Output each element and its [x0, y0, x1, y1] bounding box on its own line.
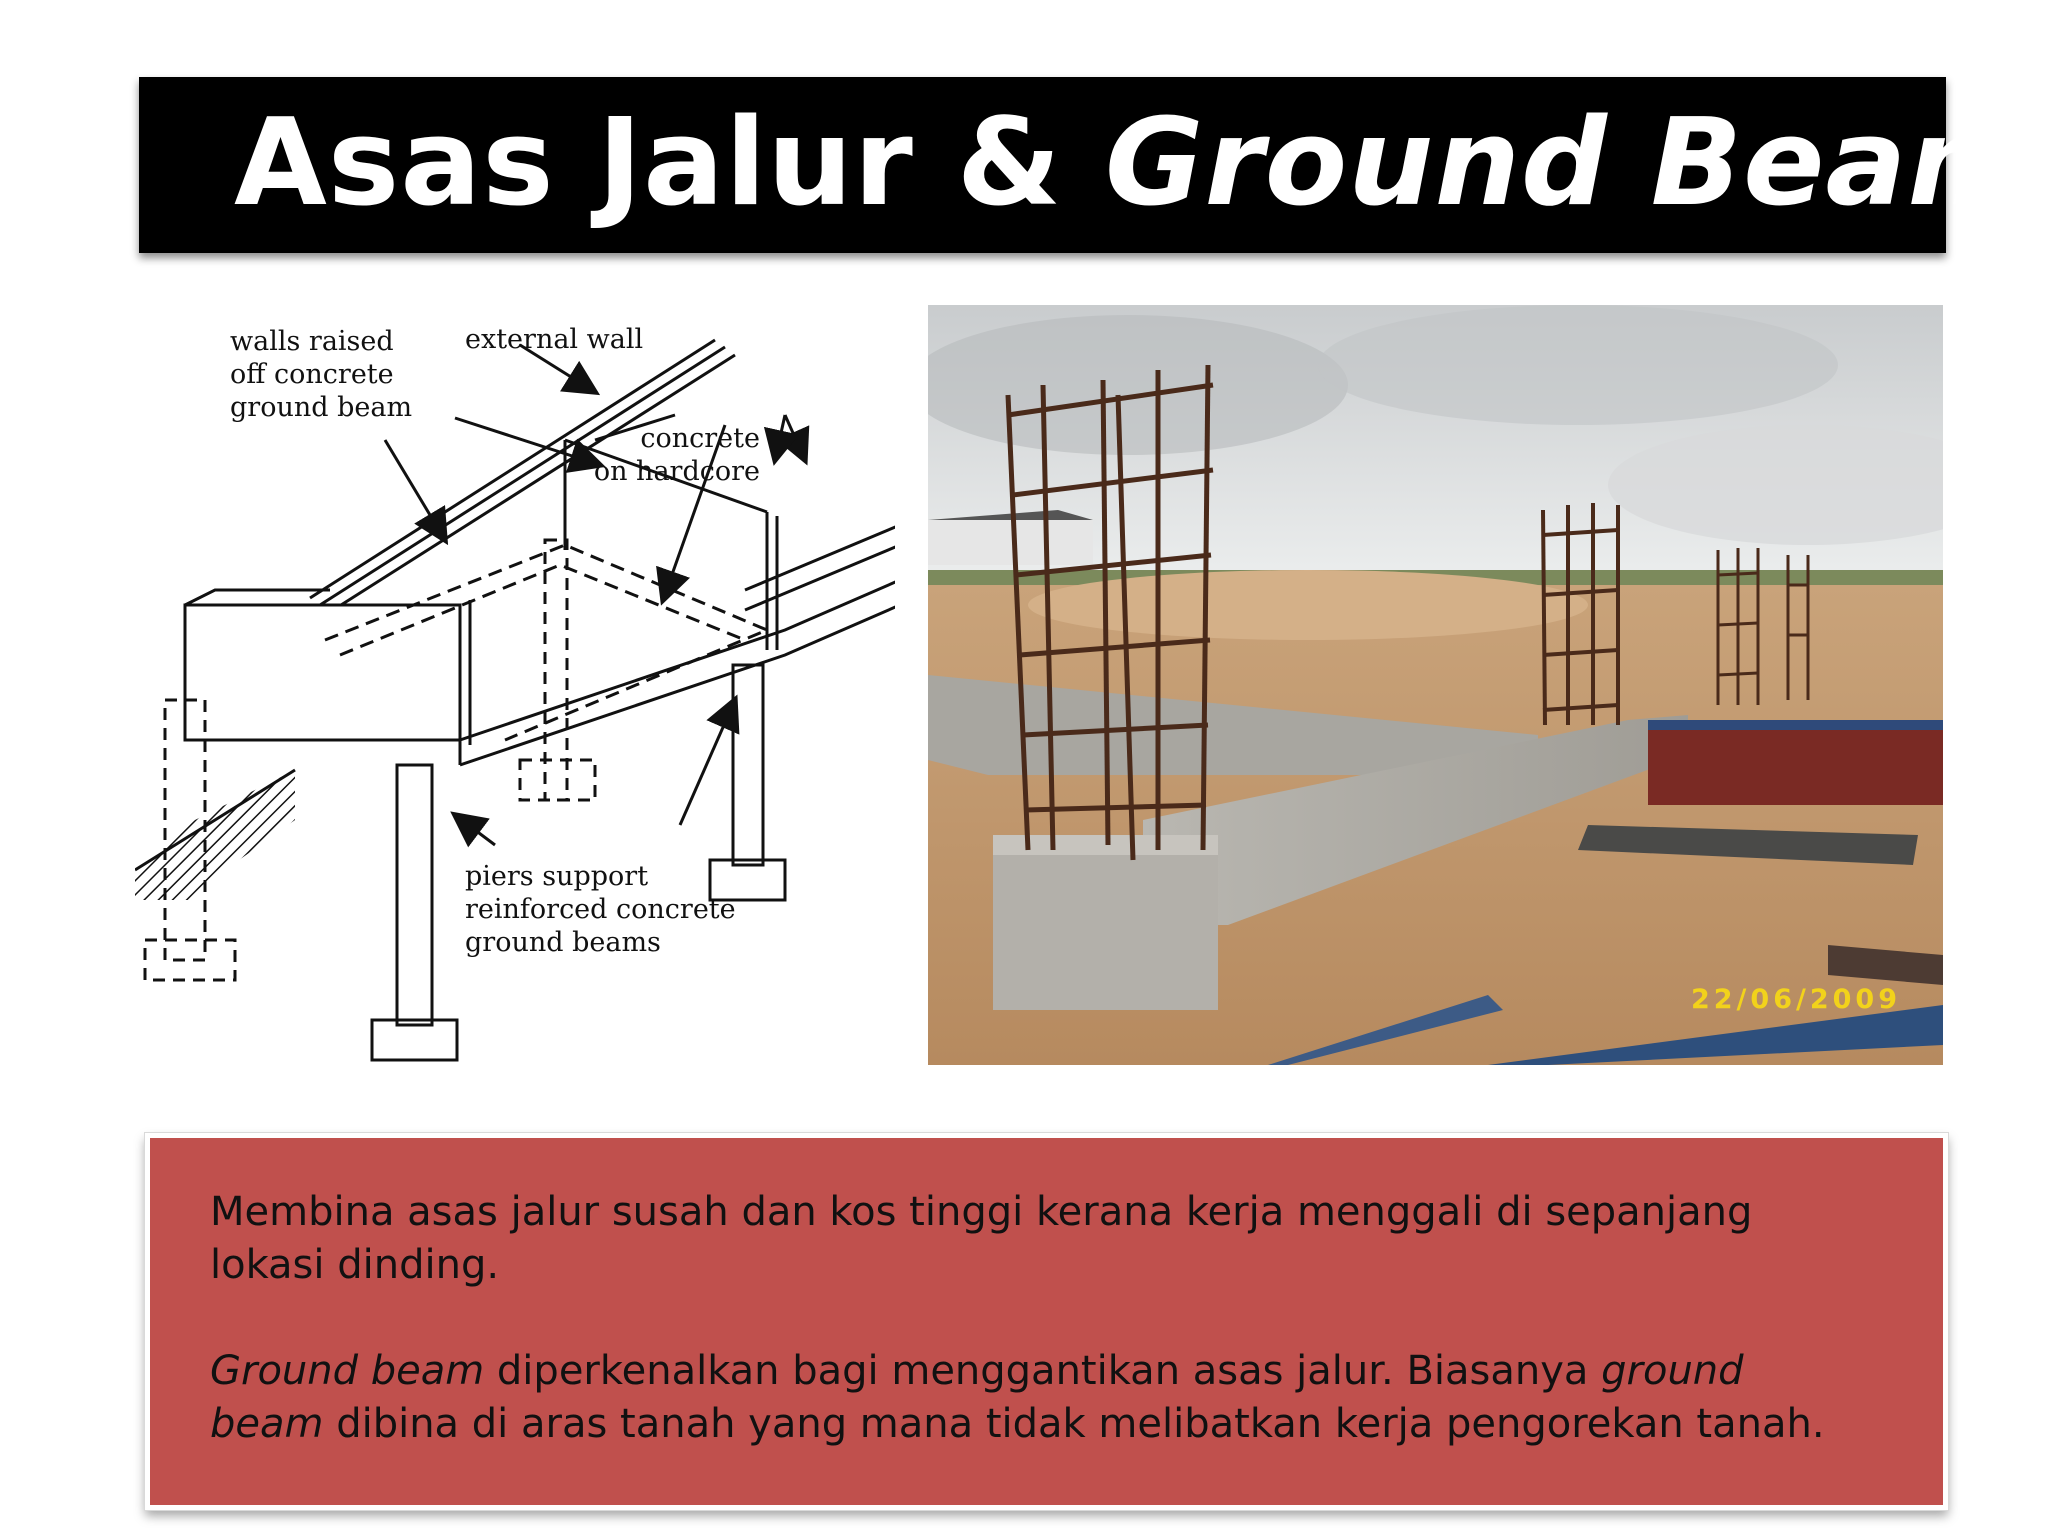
label-piers-2: reinforced concrete	[465, 894, 736, 925]
caption-paragraph-2	[210, 1345, 1850, 1451]
label-walls-raised-1: walls raised	[230, 326, 394, 357]
construction-photo	[928, 305, 1943, 1065]
caption-text	[210, 1186, 1850, 1451]
caption-italic-2: ground beam	[210, 1348, 1744, 1447]
title-bar	[139, 77, 2034, 253]
caption-text-2: dibina di aras tanah yang mana tidak melibatkan kerja pengorekan tanah.	[323, 1401, 1825, 1447]
ground-beam-drawing	[135, 300, 895, 1090]
caption-text-1: diperkenalkan bagi menggantikan asas jalur. Biasanya	[484, 1348, 1602, 1394]
label-external-wall: external wall	[465, 324, 644, 355]
construction-photo-drawing	[928, 305, 1943, 1065]
slide-title	[234, 94, 2034, 233]
label-piers-3: ground beams	[465, 927, 661, 958]
label-walls-raised-3: ground beam	[230, 392, 413, 423]
label-piers-1: piers support	[465, 861, 649, 892]
title-italic: Ground Beam	[1105, 94, 2034, 233]
title-normal: Asas Jalur &	[234, 94, 1106, 233]
label-concrete-1: concrete	[640, 423, 760, 454]
caption-italic-1: Ground beam	[210, 1348, 485, 1394]
label-walls-raised-2: off concrete	[230, 359, 394, 390]
ground-beam-diagram	[135, 300, 895, 1090]
caption-box	[145, 1133, 1948, 1510]
label-concrete-2: on hardcore	[593, 456, 760, 487]
caption-paragraph-1: Membina asas jalur susah dan kos tinggi kerana kerja menggali di sepanjang lokasi dinding.	[210, 1189, 1753, 1288]
photo-date-stamp: 22/06/2009	[1690, 984, 1901, 1015]
